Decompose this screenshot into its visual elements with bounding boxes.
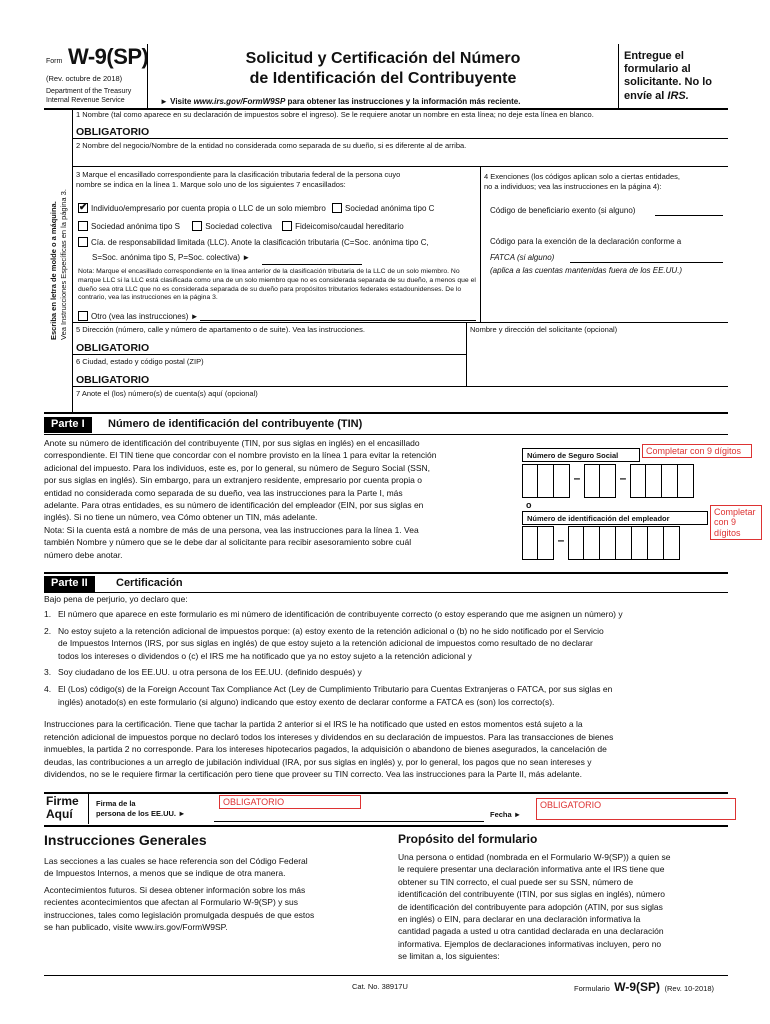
certification-items: 1. El número que aparece en este formulario es mi número de identificación de contribuyente correcto (o estoy esperando que me asignen un número) y 2. No estoy sujeto a la retención adicional de impuestos porque: (a) estoy exento de la retención adicional o (b) no he sido notificado por el Servicio de Impuestos Internos (IRS, por sus siglas en inglés) de que estoy sujeto a la retención adicional de impuestos como resultado de no declarar todos los intereses o dividendos o (c) el IRS me ha notificado que ya no estoy sujeto a la retención adicional y 3. Soy ciudadano de los EE.UU. u otra persona de los EE.UU. (definido después) y 4. El (Los) código(s) de la Foreign Account Tax Compliance Act (Ley de Cumplimiento Tributario para Cuentas Extranjeras o FATCA, por sus siglas en inglés) anotado(s) en este formulario (si alguno) indicando que estoy exento de declarar conforme a FATCA es (son) los correcto(s). — [44, 609, 623, 707]
requester-input[interactable] — [470, 336, 726, 384]
date-input[interactable]: OBLIGATORIO — [536, 798, 736, 820]
certification-instructions: Instrucciones para la certificación. Tiene que tachar la partida 2 anterior si el IRS le ha notificado que usted en estos momentos está sujeto a la retención adicional de impuestos porque no declaró todos los intereses y dividendos en su declaración de impuestos. Para las transacciones de bienes inmuebles, la partida 2 no corresponde. Para los intereses hipotecarios pagados, la adquisición o abandono de bienes asegurados, la cancelación de deudas, las contribuciones a un arreglo de jubilación individual (IRA, por sus siglas en inglés) y, por lo general, los pagos que no sean intereses y dividendos, no se le requiere firmar la certificación pero tiene que proveer su TIN correcto. Vea las instrucciones para la Parte II, más adelante. — [44, 719, 614, 780]
line7-account-input[interactable] — [76, 399, 726, 411]
form-prefix: Form — [46, 58, 63, 65]
form-title-line2: de Identificación del Contribuyente — [249, 70, 517, 87]
line3-label: 3 Marque el encasillado correspondiente para la clasificación tributaria federal de la persona cuyo nombre se indica en la línea 1. Marque solo uno de los siguientes 7 encasillados: — [76, 170, 401, 189]
part2-label: Parte II — [44, 576, 95, 592]
agency: Internal Revenue Service — [46, 97, 125, 104]
department: Department of the Treasury — [46, 88, 132, 95]
line2-label: 2 Nombre del negocio/Nombre de la entidad no considerada como separada de su dueño, si es diferente al de arriba. — [76, 141, 467, 150]
individual-checkbox[interactable] — [78, 203, 88, 213]
footer-form-id: Formulario W-9(SP) (Rev. 10-2018) — [574, 980, 714, 994]
sa-c-checkbox[interactable] — [332, 203, 342, 213]
llc-classification-input[interactable] — [262, 264, 362, 265]
fatca-note: (aplica a las cuentas mantenidas fuera de los EE.UU.) — [490, 266, 683, 275]
other-checkbox[interactable] — [78, 311, 88, 321]
signature-label: Firma de la persona de los EE.UU. ► — [96, 799, 186, 818]
line3-option-llc: Cía. de responsabilidad limitada (LLC). Anote la clasificación tributaria (C=Soc. anónima tipo C, — [78, 237, 429, 248]
ssn-label: Número de Seguro Social — [522, 448, 640, 462]
visit-instructions: ► Visite www.irs.gov/FormW9SP para obtener las instrucciones y la información más reciente. — [160, 97, 521, 106]
part1-title: Número de identificación del contribuyente (TIN) — [108, 418, 363, 430]
part2-title: Certificación — [116, 577, 183, 589]
line3-option-other: Otro (vea las instrucciones) ► — [78, 311, 199, 322]
line6-city-input[interactable]: OBLIGATORIO — [76, 374, 150, 386]
fideicomiso-checkbox[interactable] — [282, 221, 292, 231]
general-instructions-title: Instrucciones Generales — [44, 832, 207, 848]
line2-business-input[interactable] — [76, 152, 726, 166]
line3-option-row2: Sociedad anónima tipo S Sociedad colectiva Fideicomiso/caudal hereditario — [78, 221, 404, 232]
part1-label: Parte I — [44, 417, 92, 433]
signature-input[interactable]: OBLIGATORIO — [219, 795, 361, 809]
ssn-note: Completar con 9 dígitos — [642, 444, 752, 458]
exempt-payee-input[interactable] — [655, 215, 723, 216]
llc-classification-label: S=Soc. anónima tipo S, P=Soc. colectiva) ► — [92, 253, 251, 262]
purpose-body: Una persona o entidad (nombrada en el Formulario W-9(SP)) a quien se le requiere presentar una declaración informativa ante el IRS tiene que obtener su TIN correcto, el cual puede ser su SSN, número de identificación del contribuyente (ITIN, por sus siglas en inglés), número de identificación del contribuyente para adopción (ATIN, por sus siglas en inglés) o EIN, para declarar en una declaración informativa la cantidad pagada a usted u otra cantidad declarada en una declaración informativa. Ejemplos de declaraciones informativas incluyen, pero no se limitan a, los siguientes: — [398, 852, 671, 962]
fatca-label: Código para la exención de la declaración conforme a FATCA (si alguno) — [490, 237, 682, 263]
general-instructions-body: Las secciones a las cuales se hace referencia son del Código Federal de Impuestos Internos, a menos que se indique de otra manera. Acontecimientos futuros. Si desea obtener información sobre los más recientes acontecimientos que afectan al Formulario W-9(SP) y sus instrucciones, tales como legislación promulgada después de que estos se han publicado, visite www.irs.gov/FormW9SP. — [44, 856, 315, 933]
colectiva-checkbox[interactable] — [192, 221, 202, 231]
ein-note: Completar con 9 dígitos — [710, 505, 762, 540]
revision-date: (Rev. octubre de 2018) — [46, 74, 123, 83]
line7-label: 7 Anote el (los) número(s) de cuenta(s) aquí (opcional) — [76, 389, 258, 398]
or-label: o — [526, 500, 532, 510]
part1-body: Anote su número de identificación del contribuyente (TIN, por sus siglas en inglés) en el encasillado correspondiente. El TIN tiene que concordar con el nombre provisto en la línea 1 para evitar la retención adicional del impuesto. Para los individuos, este es, por lo general, su número de Seguro Social (SSN, por sus siglas en inglés). Sin embargo, para un extranjero residente, empresario por cuenta propia o entidad no considerada como separada de su dueño, vea las instrucciones para la Parte I, más adelante. Para otras entidades, es su número de identificación del empleador (EIN, por sus siglas en inglés). Si no tiene un número, vea Cómo obtener un TIN, más adelante. Nota: Si la cuenta está a nombre de más de una persona, vea las instrucciones para la línea 1. Vea también Nombre y número que se le debe dar al solicitante para recibir asesoramiento sobre cuál número debe anotar. — [44, 438, 437, 560]
line4-label: 4 Exenciones (los códigos aplican solo a ciertas entidades, no a individuos; vea las instrucciones en la página 4): — [484, 172, 680, 191]
ssn-input[interactable]: – – — [522, 464, 694, 498]
purpose-title: Propósito del formulario — [398, 832, 538, 846]
submit-instructions: Entregue el formulario al solicitante. No lo envíe al IRS. — [624, 50, 713, 102]
ein-input[interactable]: – — [522, 526, 680, 560]
exempt-payee-label: Código de beneficiario exento (si alguno) — [490, 206, 636, 215]
line6-label: 6 Ciudad, estado y código postal (ZIP) — [76, 357, 204, 366]
date-label: Fecha ► — [490, 810, 522, 819]
form-title-line1: Solicitud y Certificación del Número — [245, 50, 521, 67]
fatca-input[interactable] — [570, 262, 723, 263]
llc-checkbox[interactable] — [78, 237, 88, 247]
form-number: W-9(SP) — [68, 44, 149, 69]
line3-note: Nota: Marque el encasillado correspondiente en la línea anterior de la clasificación tributaria de la LLC de un solo miembro. No marque LLC si la LLC está clasificada como una de un solo miembro que no es considerada separada de su dueño, a menos que el dueño sea otra LLC que no es considerada separada de su dueño para propósitos tributarios federales estadounidenses. De lo contrario, vea las instrucciones en la página 3. — [78, 268, 476, 302]
line1-label: 1 Nombre (tal como aparece en su declaración de impuestos sobre el ingreso). Se le requiere anotar un nombre en esta línea; no deje esta línea en blanco. — [76, 110, 594, 119]
sa-s-checkbox[interactable] — [78, 221, 88, 231]
sidebar-note: Escriba en letra de molde o a máquina. Vea Instrucciones Específicas en la página 3. — [49, 189, 68, 340]
line5-label: 5 Dirección (número, calle y número de apartamento o de suite). Vea las instrucciones. — [76, 325, 365, 334]
catalog-number: Cat. No. 38917U — [352, 982, 408, 991]
line1-name-input[interactable]: OBLIGATORIO — [76, 126, 150, 138]
sign-here: Firme Aquí — [46, 794, 79, 822]
requester-label: Nombre y dirección del solicitante (opcional) — [470, 325, 618, 334]
line3-option-row1: ✔Individuo/empresario por cuenta propia o LLC de un solo miembro Sociedad anónima tipo C — [78, 203, 434, 214]
other-classification-input[interactable] — [200, 320, 476, 321]
irs-url-link[interactable]: www.irs.gov/FormW9SP — [193, 97, 286, 106]
part2-intro: Bajo pena de perjurio, yo declaro que: — [44, 594, 188, 604]
ein-label: Número de identificación del empleador — [522, 511, 708, 525]
line5-address-input[interactable]: OBLIGATORIO — [76, 342, 150, 354]
